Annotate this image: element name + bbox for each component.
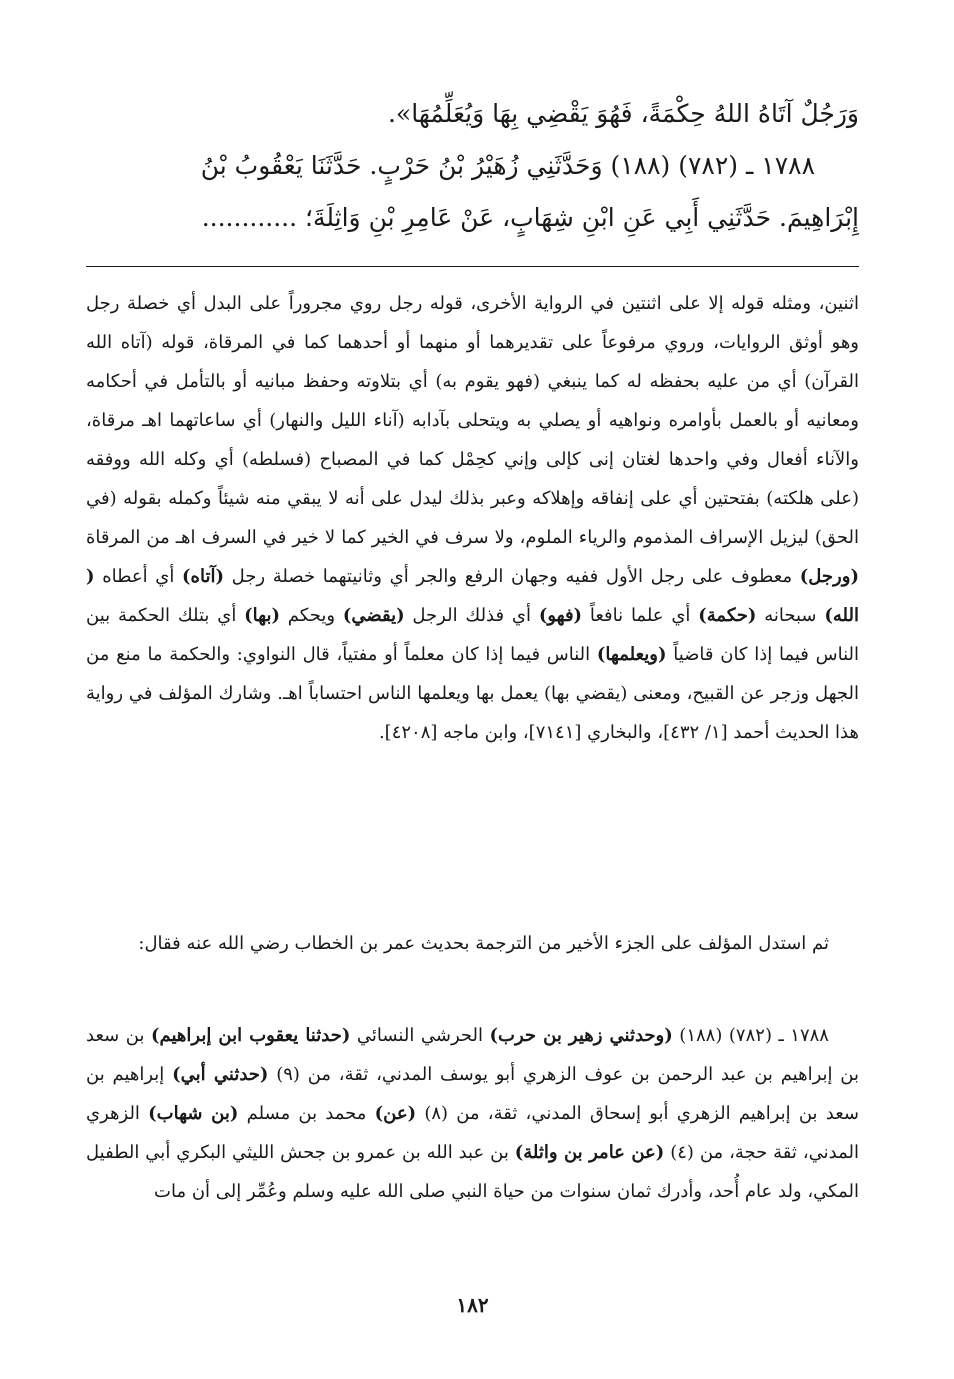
commentary-segment: الحرشي النسائي: [356, 1025, 483, 1046]
commentary-paragraph-1: [86, 284, 859, 752]
commentary-term: (حدثني أبي): [172, 1064, 269, 1085]
hadith-text: [86, 88, 859, 244]
footnote-divider: [86, 266, 859, 267]
commentary-term: (ورجل): [799, 566, 859, 587]
commentary-segment: ويحكم: [287, 605, 336, 626]
commentary-segment: أي فذلك الرجل: [412, 605, 532, 626]
page-number: ١٨٢: [456, 1293, 489, 1317]
commentary-segment: ١٧٨٨ ـ (٧٨٢) (١٨٨): [679, 1025, 829, 1046]
commentary-paragraph-2: [86, 924, 859, 963]
commentary-segment: الزهري المدني، ثقة حجة، من (٤): [86, 1103, 859, 1163]
commentary-term: ( الله): [86, 566, 859, 626]
commentary-segment: إبراهيم بن سعد بن إبراهيم الزهري أبو إسحاق المدني، ثقة، من (٨): [86, 1064, 859, 1124]
commentary-term: (بها): [244, 605, 280, 626]
commentary-segment: أي أعطاه: [102, 566, 175, 587]
commentary-text: [86, 284, 859, 752]
commentary-term: (عن عامر بن واثلة): [514, 1142, 665, 1163]
commentary-segment: أي علما نافعاً: [589, 605, 691, 626]
commentary-term: (حكمة): [698, 605, 757, 626]
commentary-term: (وحدثني زهير بن حرب): [489, 1025, 673, 1046]
hadith-line-3: إِبْرَاهِيمَ. حَدَّثَنِي أَبِي عَنِ ابْنِ شِهَابٍ، عَنْ عَامِرِ بْنِ وَاثِلَةَ؛ ............: [201, 203, 859, 232]
commentary-text: ثم استدل المؤلف على الجزء الأخير من الترجمة بحديث عمر بن الخطاب رضي الله عنه فقال:: [138, 933, 829, 954]
commentary-segment: محمد بن مسلم: [246, 1103, 367, 1124]
commentary-term: (فهو): [538, 605, 583, 626]
commentary-paragraph-3: [86, 1016, 859, 1211]
commentary-term: (عن): [374, 1103, 417, 1124]
commentary-term: (يقضي): [342, 605, 405, 626]
commentary-segment: سبحانه: [764, 605, 817, 626]
commentary-term: (بن شهاب): [148, 1103, 239, 1124]
commentary-text: [86, 1016, 859, 1211]
commentary-segment: معطوف على رجل الأول ففيه وجهان الرفع والجر أي وثانيتهما خصلة رجل: [231, 566, 793, 587]
commentary-segment: اثنين، ومثله قوله إلا على اثنتين في الرواية الأخرى، قوله رجل روي مجروراً على البدل أي خصلة رجل وهو أوثق الروايات، وروي مرفوعاً على تقديرهما أو منهما أو أحدهما كما في المرقاة، قوله (آتاه الله القرآن) أي من عليه بحفظه له كما ينبغي (فهو يقوم به) أي بتلاوته وحفظ مبانيه أو بالتأمل في أحكامه ومعانيه أو بالعمل بأوامره ونواهيه أو يصلي به ويتحلى بآدابه (آناء الليل والنهار) أي ساعاتهما اهـ مرقاة، والآناء أفعال وفي واحدها لغتان إنى كإلى وإني كحِمْل كما في المصباح (فسلطه) أي وكله الله ووفقه (على هلكته) بفتحتين أي على إنفاقه وإهلاكه وعبر بذلك ليدل على أنه لا يبقي منه شيئاً وكمله بقوله (في الحق) ليزيل الإسراف المذموم والرياء الملوم، ولا سرف في الخير كما لا خير في السرف اهـ من المرقاة: [86, 293, 860, 548]
commentary-term: (ويعلمها): [596, 644, 667, 665]
commentary-segment: بن عبد الله بن عمرو بن جحش الليثي البكري أبي الطفيل المكي، ولد عام أُحد، وأدرك ثمان سنوات من حياة النبي صلى الله عليه وسلم وعُمِّر إلى أن مات: [86, 1142, 859, 1202]
hadith-line-1: وَرَجُلٌ آتَاهُ اللهُ حِكْمَةً، فَهُوَ يَقْضِي بِهَا وَيُعَلِّمُهَا».: [387, 99, 859, 128]
commentary-segment: بن سعد بن إبراهيم بن عبد الرحمن بن عوف الزهري أبو يوسف المدني، ثقة، من (٩): [86, 1025, 860, 1085]
commentary-term: (حدثنا يعقوب ابن إبراهيم): [150, 1025, 351, 1046]
commentary-segment: الناس فيما إذا كان معلماً أو مفتياً، قال النواوي: والحكمة ما منع من الجهل وزجر عن القبيح، ومعنى (يقضي بها) يعمل بها ويعلمها الناس احتساباً اهـ. وشارك المؤلف في رواية هذا الحديث أحمد [١/ ٤٣٢]، والبخاري [٧١٤١]، وابن ماجه [٤٢٠٨].: [86, 644, 859, 743]
document-page: [86, 0, 859, 1379]
commentary-term: (آتاه): [182, 566, 224, 587]
commentary-segment: أي بتلك الحكمة بين الناس فيما إذا كان قاضياً: [86, 605, 859, 665]
hadith-line-2: ١٧٨٨ ـ (٧٨٢) (١٨٨) وَحَدَّثَنِي زُهَيْرُ بْنُ حَرْبٍ. حَدَّثَنَا يَعْقُوبُ بْنُ: [200, 151, 815, 180]
